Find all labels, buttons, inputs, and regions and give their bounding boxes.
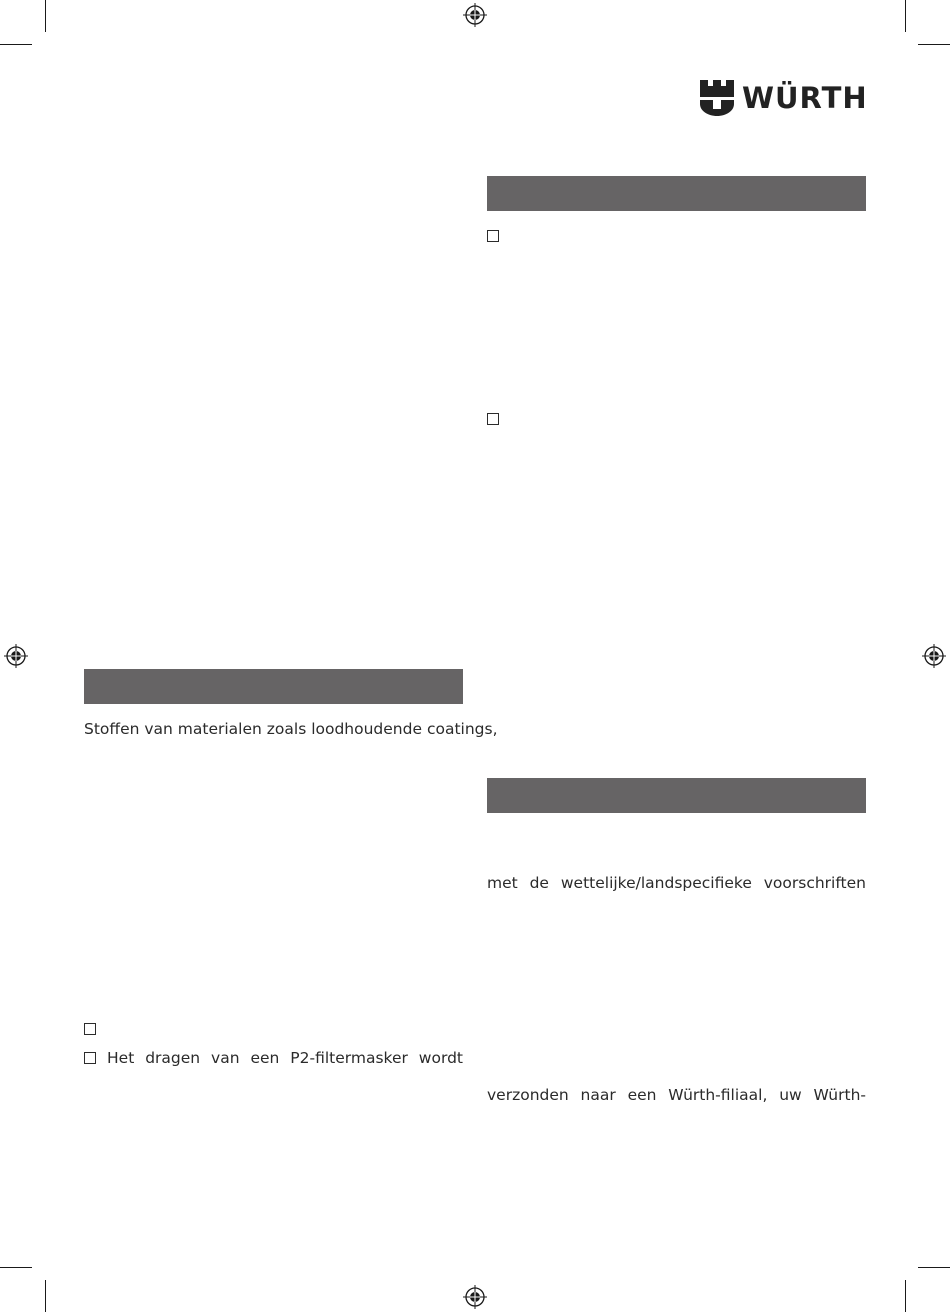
crop-mark [45, 1280, 46, 1312]
list-item-label: Het dragen van een P2-filtermasker wordt [107, 1049, 463, 1067]
crop-mark [0, 44, 32, 45]
section-header-bar [84, 669, 463, 704]
wurth-logo [700, 80, 868, 116]
registration-mark-icon [4, 644, 28, 668]
checkbox[interactable] [487, 230, 499, 242]
checkbox[interactable] [487, 413, 499, 425]
section-text-line [84, 719, 498, 739]
registration-mark-icon [463, 1285, 487, 1309]
crop-mark [905, 0, 906, 32]
castle-icon [700, 80, 734, 116]
disposal-text: met de wettelijke/landspecifieke voorschriften [487, 874, 866, 892]
disposal-text-line [487, 873, 866, 893]
crop-mark [45, 0, 46, 32]
crop-mark [918, 44, 950, 45]
disposal-text: verzonden naar een Würth-filiaal, uw Würth- [487, 1086, 866, 1104]
section-header-bar [487, 176, 866, 211]
section-text: Stoffen van materialen zoals loodhoudende coatings, [84, 720, 498, 738]
list-item-line [107, 1048, 463, 1068]
registration-mark-icon [463, 3, 487, 27]
crop-mark [905, 1280, 906, 1312]
crop-mark [0, 1267, 32, 1268]
section-header-bar [487, 778, 866, 813]
crop-mark [918, 1267, 950, 1268]
registration-mark-icon [922, 644, 946, 668]
disposal-text-line [487, 1085, 866, 1105]
checkbox[interactable] [84, 1052, 96, 1064]
checkbox[interactable] [84, 1023, 96, 1035]
logo-text: WÜRTH [742, 81, 868, 115]
